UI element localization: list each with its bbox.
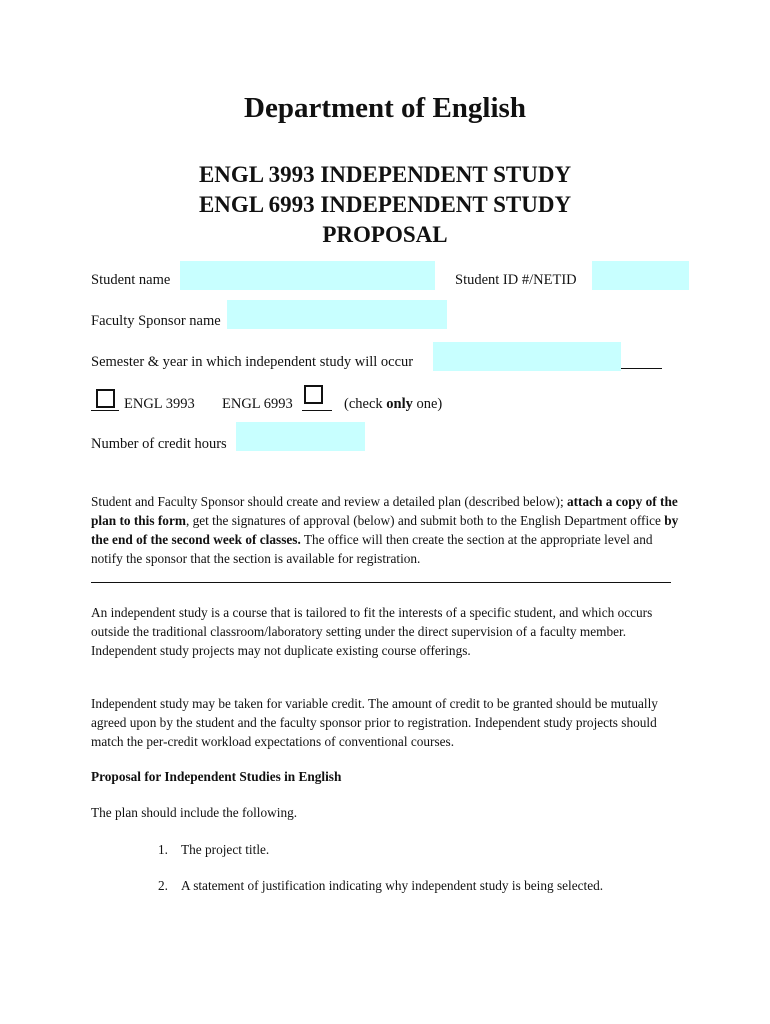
credit-hours-field[interactable] bbox=[236, 422, 365, 451]
engl6993-underline bbox=[302, 410, 332, 411]
faculty-sponsor-label: Faculty Sponsor name bbox=[91, 313, 221, 329]
list-item-number: 2. bbox=[158, 878, 168, 893]
proposal-title: PROPOSAL bbox=[322, 222, 448, 247]
list-item bbox=[158, 842, 270, 858]
section-divider bbox=[91, 582, 671, 583]
plan-intro: The plan should include the following. bbox=[91, 805, 298, 820]
semester-field[interactable] bbox=[433, 342, 621, 371]
list-item-text: The project title. bbox=[181, 842, 270, 857]
student-id-field[interactable] bbox=[592, 261, 689, 290]
engl3993-label: ENGL 3993 bbox=[124, 396, 195, 412]
list-item bbox=[158, 878, 604, 894]
student-name-field[interactable] bbox=[180, 261, 435, 290]
engl6993-checkbox[interactable] bbox=[304, 385, 323, 404]
credit-hours-label: Number of credit hours bbox=[91, 436, 227, 452]
semester-underline bbox=[621, 368, 662, 369]
course-title-3993: ENGL 3993 INDEPENDENT STUDY bbox=[198, 162, 572, 187]
student-name-label: Student name bbox=[91, 272, 171, 288]
engl6993-label: ENGL 6993 bbox=[222, 396, 293, 412]
student-id-label: Student ID #/NETID bbox=[455, 272, 577, 288]
list-item-text: A statement of justification indicating why independent study is being selected. bbox=[181, 878, 604, 893]
instructions-paragraph: Student and Faculty Sponsor should create and review a detailed plan (described below); attach a copy of the plan to this form, get the signatures of approval (below) and submit both to the English Department office by the end of the second week of classes. The office will then create the section at the appropriate level and notify the sponsor that the section is available for registration. bbox=[91, 494, 679, 566]
engl3993-underline bbox=[91, 410, 119, 411]
faculty-sponsor-field[interactable] bbox=[227, 300, 447, 329]
semester-label: Semester & year in which independent study will occur bbox=[91, 354, 414, 370]
proposal-heading: Proposal for Independent Studies in English bbox=[91, 769, 342, 784]
independent-study-definition: An independent study is a course that is tailored to fit the interests of a specific student, and which occurs outside the traditional classroom/laboratory setting under the direct supervision of a faculty member. Independent study projects may not duplicate existing course offerings. bbox=[91, 605, 653, 658]
list-item-number: 1. bbox=[158, 842, 168, 857]
variable-credit-paragraph: Independent study may be taken for variable credit. The amount of credit to be granted should be mutually agreed upon by the student and the faculty sponsor prior to registration. Independent study projects should match the per-credit workload expectations of conventional courses. bbox=[91, 696, 658, 749]
engl3993-checkbox[interactable] bbox=[96, 389, 115, 408]
check-only-one-note: (check only one) bbox=[344, 396, 443, 412]
course-title-6993: ENGL 6993 INDEPENDENT STUDY bbox=[198, 192, 572, 217]
department-title: Department of English bbox=[244, 92, 526, 124]
